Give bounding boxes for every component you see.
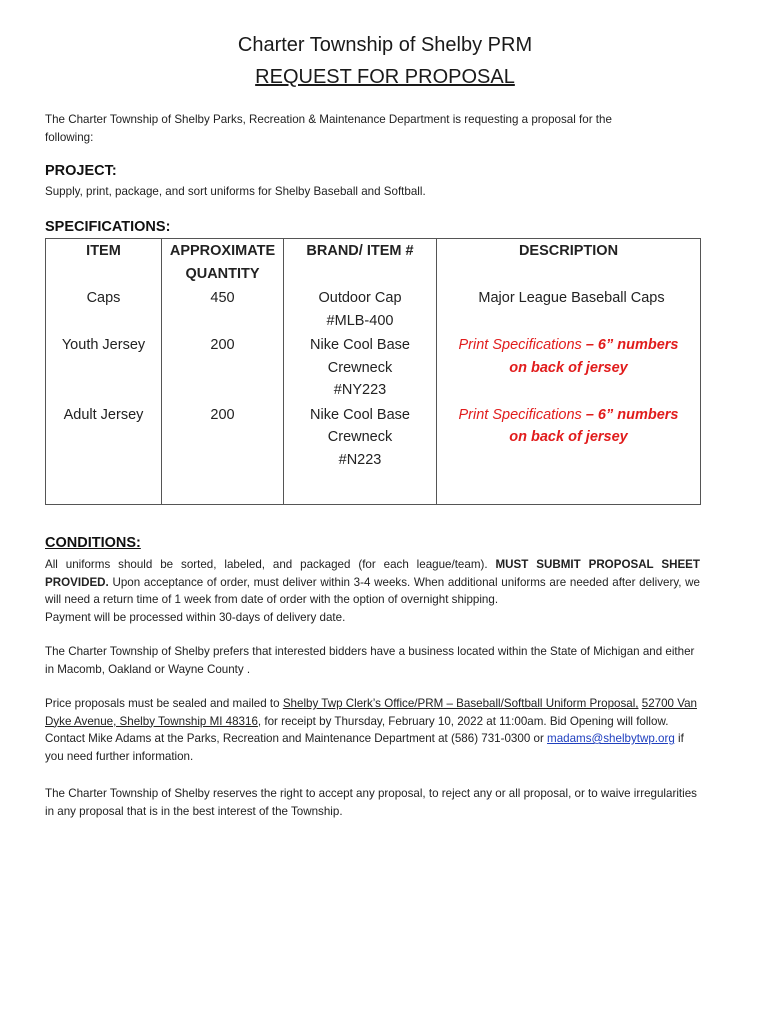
cell-item: Youth Jersey bbox=[46, 333, 162, 403]
cell-brand-line: Crewneck bbox=[327, 429, 393, 445]
cell-brand-line: #N223 bbox=[338, 451, 382, 468]
print-spec-label: Print Specifications bbox=[458, 406, 586, 423]
project-heading: PROJECT: bbox=[45, 163, 117, 179]
intro-line-2: following: bbox=[45, 130, 94, 144]
cell-quantity: 200 bbox=[162, 333, 284, 403]
print-spec-numbers: – 6” numbers bbox=[585, 406, 679, 423]
conditions-emphasis: MUST SUBMIT PROPOSAL SHEET PROVIDED. bbox=[45, 558, 700, 589]
cell-item: Caps bbox=[46, 286, 162, 333]
proposal-text: if you need further information. bbox=[45, 732, 684, 763]
document-subtitle: REQUEST FOR PROPOSAL bbox=[255, 66, 515, 88]
table-row-empty bbox=[46, 472, 701, 505]
cell-brand-line: #MLB-400 bbox=[326, 312, 394, 329]
cell-empty bbox=[437, 472, 701, 505]
print-spec-label: Print Specifications bbox=[458, 337, 586, 353]
cell-description bbox=[437, 333, 701, 403]
conditions-text: All uniforms should be sorted, labeled, and packaged (for each league/team). bbox=[45, 558, 496, 571]
print-spec-numbers: – 6” numbers bbox=[585, 337, 679, 353]
intro-paragraph bbox=[45, 111, 700, 146]
print-spec-location: on back of jersey bbox=[509, 429, 628, 445]
cell-empty bbox=[284, 472, 437, 505]
contact-email-link[interactable]: madams@shelbytwp.org bbox=[547, 732, 675, 745]
proposal-text: , for receipt by Thursday, February 10, 2022 at 11:00am. Bid Opening will follow. Contact Mike Adams at the Parks, Recreation and Maintenance Department at (586) 731-0300 or bbox=[45, 714, 669, 745]
intro-line-1: The Charter Township of Shelby Parks, Recreation & Maintenance Department is requesting a proposal for the bbox=[45, 113, 612, 126]
conditions-heading: CONDITIONS: bbox=[45, 535, 141, 551]
column-header-brand: BRAND/ ITEM # bbox=[284, 239, 437, 287]
payment-text: Payment will be processed within 30-days of delivery date. bbox=[45, 610, 346, 624]
document-title: Charter Township of Shelby PRM bbox=[237, 34, 533, 56]
conditions-paragraph-1 bbox=[45, 556, 700, 626]
conditions-paragraph-4: The Charter Township of Shelby reserves the right to accept any proposal, to reject any or all proposal, or to waive irregularities in any proposal that is in the best interest of the Township. bbox=[45, 787, 697, 818]
proposal-text: Price proposals must be sealed and mailed to bbox=[45, 697, 283, 710]
table-row bbox=[46, 286, 701, 333]
print-spec-location: on back of jersey bbox=[509, 359, 628, 376]
conditions-text: Upon acceptance of order, must deliver within 3-4 weeks. When additional uniforms are needed after delivery, we will need a return time of 1 week from date of order with the option of overnight shipping. bbox=[45, 575, 700, 606]
mailing-address-line2: 52700 Van Dyke Avenue, Shelby Township MI 48316 bbox=[45, 697, 697, 728]
cell-brand-line: Nike Cool Base bbox=[310, 337, 410, 353]
column-header-quantity bbox=[162, 239, 284, 287]
cell-item: Adult Jersey bbox=[46, 403, 162, 473]
cell-quantity: 450 bbox=[162, 286, 284, 333]
conditions-paragraph-2: The Charter Township of Shelby prefers that interested bidders have a business located within the State of Michigan and either in Macomb, Oakland or Wayne County . bbox=[45, 645, 695, 676]
cell-empty bbox=[162, 472, 284, 505]
table-header-row bbox=[46, 239, 701, 287]
column-header-description: DESCRIPTION bbox=[437, 239, 701, 287]
cell-quantity: 200 bbox=[162, 403, 284, 473]
cell-brand bbox=[284, 403, 437, 473]
cell-brand-line: Nike Cool Base bbox=[310, 406, 410, 423]
cell-empty bbox=[46, 472, 162, 505]
cell-description: Major League Baseball Caps bbox=[437, 286, 701, 333]
mailing-address-line1: Shelby Twp Clerk’s Office/PRM – Baseball/Softball Uniform Proposal, bbox=[282, 697, 639, 710]
cell-brand bbox=[284, 286, 437, 333]
specifications-heading: SPECIFICATIONS: bbox=[45, 219, 171, 235]
specifications-table bbox=[45, 238, 701, 505]
cell-brand-line: Crewneck bbox=[327, 359, 393, 376]
conditions-paragraph-3 bbox=[45, 695, 700, 765]
cell-brand-line: Outdoor Cap bbox=[318, 290, 402, 306]
cell-brand-line: #NY223 bbox=[333, 382, 387, 398]
cell-brand bbox=[284, 333, 437, 403]
table-row bbox=[46, 403, 701, 473]
cell-description bbox=[437, 403, 701, 473]
column-header-quantity-line1: APPROXIMATE bbox=[169, 243, 276, 259]
project-text: Supply, print, package, and sort uniforms for Shelby Baseball and Softball. bbox=[45, 185, 426, 198]
column-header-item: ITEM bbox=[46, 239, 162, 287]
column-header-quantity-line2: QUANTITY bbox=[185, 265, 260, 282]
table-row bbox=[46, 333, 701, 403]
